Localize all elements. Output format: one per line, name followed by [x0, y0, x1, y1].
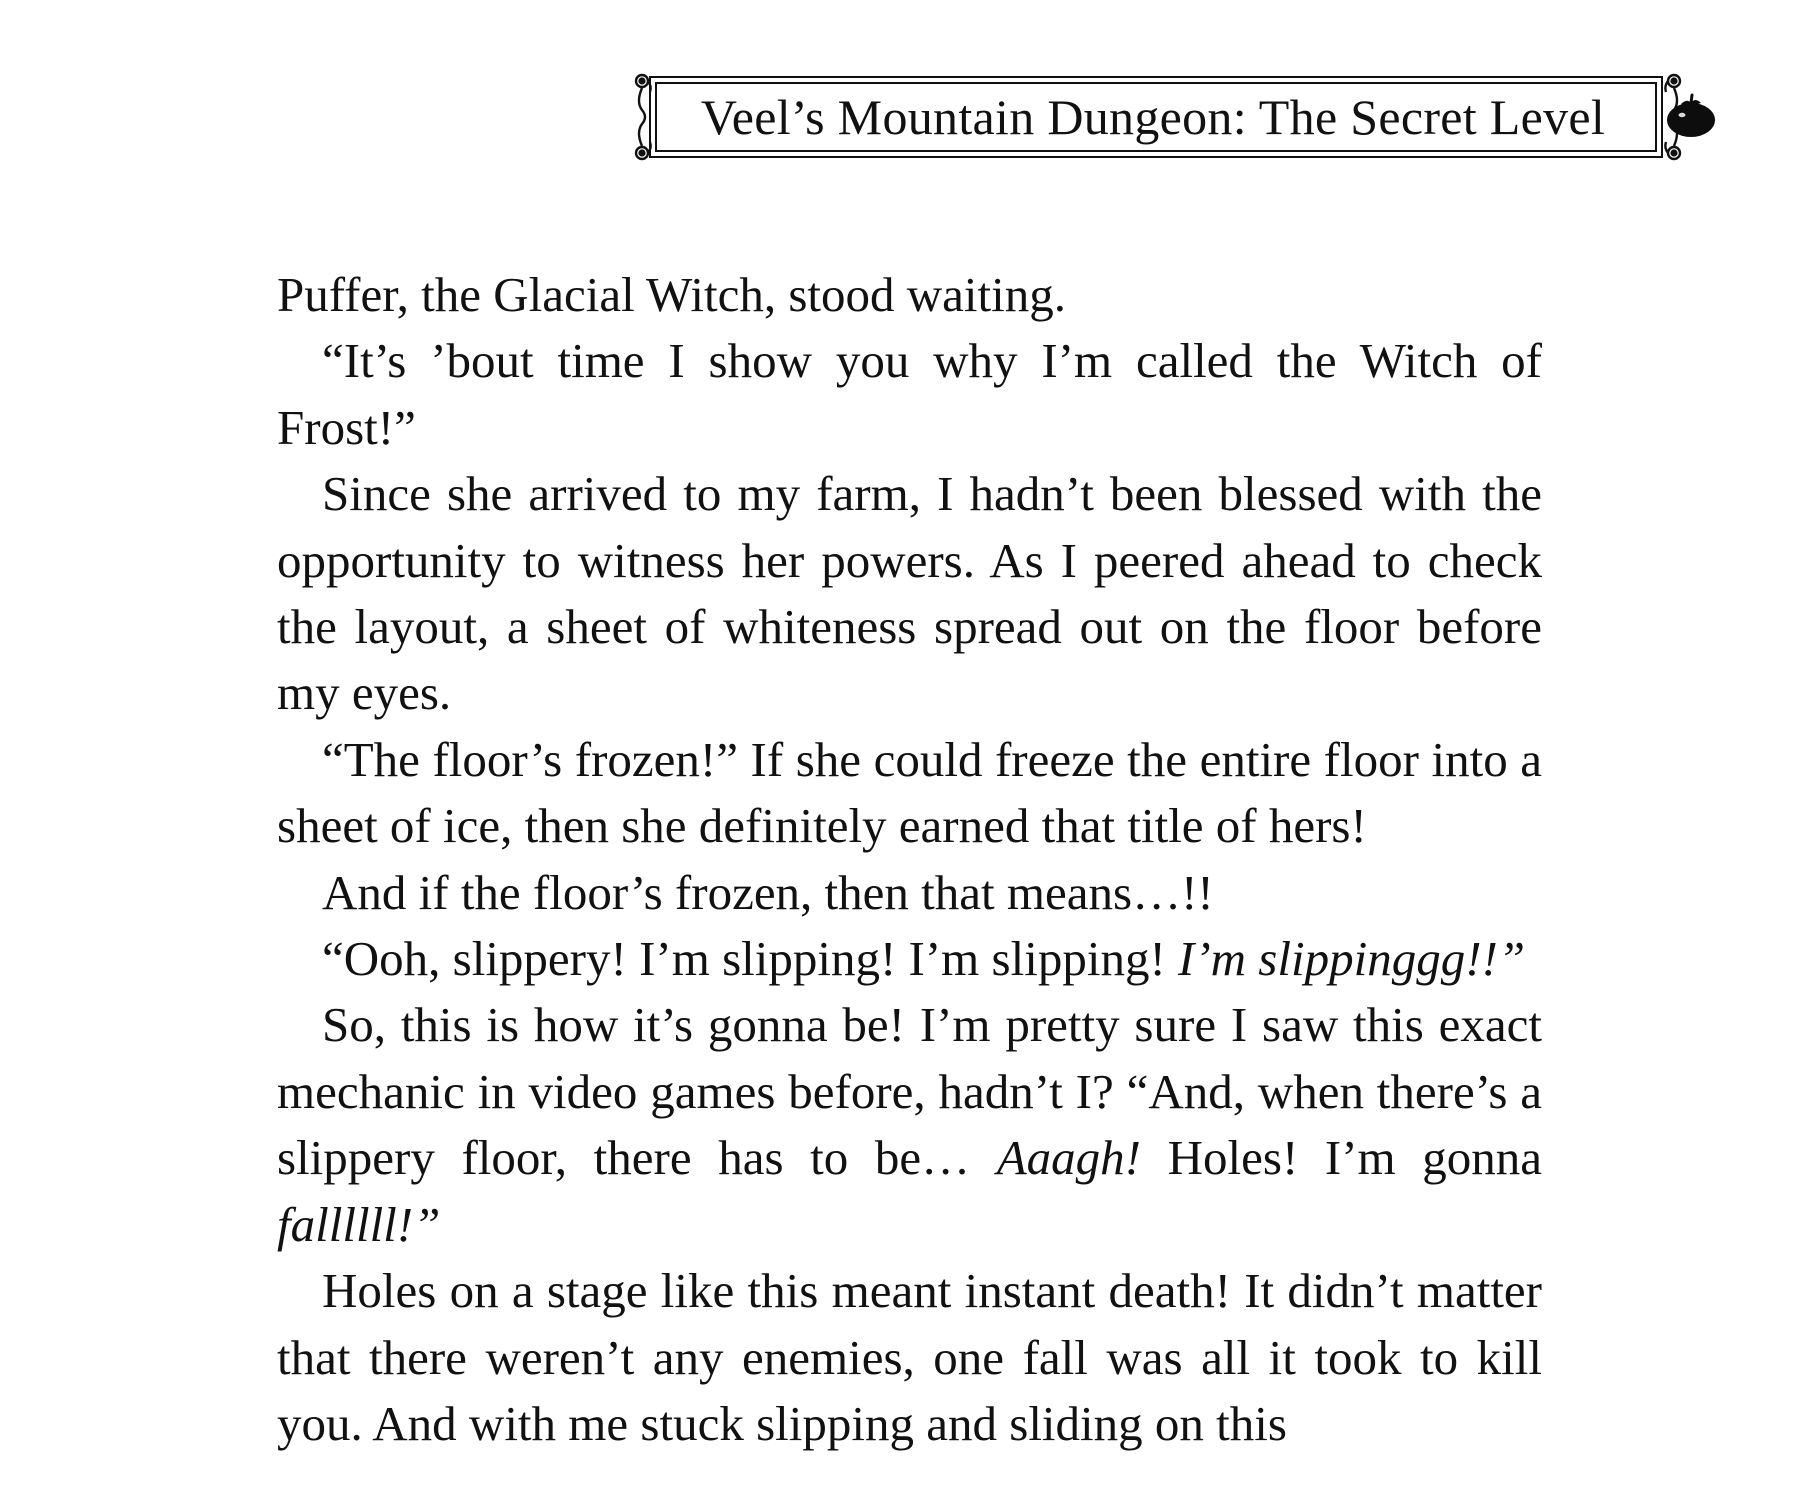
page-body: [277, 262, 1542, 1457]
paragraph: Holes on a stage like this meant instant death! It didn’t matter that there weren’t any enemies, one fall was all it took to kill you. And with me stuck slipping and sliding on this: [277, 1263, 1542, 1451]
tomato-icon: [1665, 92, 1717, 138]
paragraph: [277, 992, 1542, 1258]
paragraph-text: So, this is how it’s gonna be! I’m pretty sure I saw this exact mechanic in video games before, hadn’t I? “And, when there’s a slippery floor, there has to be…: [277, 997, 1542, 1186]
paragraph: “It’s ’bout time I show you why I’m called the Witch of Frost!”: [277, 333, 1542, 455]
running-header: [628, 72, 1688, 162]
paragraph: Since she arrived to my farm, I hadn’t been blessed with the opportunity to witness her powers. As I peered ahead to check the layout, a sheet of whiteness spread out on the floor before my eyes.: [277, 466, 1542, 721]
paragraph: Puffer, the Glacial Witch, stood waiting.: [277, 267, 1066, 322]
running-header-title: Veel’s Mountain Dungeon: The Secret Level: [700, 89, 1606, 145]
paragraph-italic-text: I’m slippinggg!!”: [1178, 931, 1526, 987]
paragraph: And if the floor’s frozen, then that means…!!: [322, 864, 1214, 920]
paragraph-text: Holes! I’m gonna: [1141, 1130, 1542, 1186]
paragraph: [277, 926, 1542, 992]
paragraph: “The floor’s frozen!” If she could freeze the entire floor into a sheet of ice, then she definitely earned that title of hers!: [277, 731, 1542, 854]
paragraph-italic-text: Aaagh!: [996, 1130, 1141, 1186]
paragraph-italic-text: fallllll!”: [277, 1196, 441, 1252]
paragraph-text: “Ooh, slippery! I’m slipping! I’m slipping!: [322, 931, 1179, 987]
